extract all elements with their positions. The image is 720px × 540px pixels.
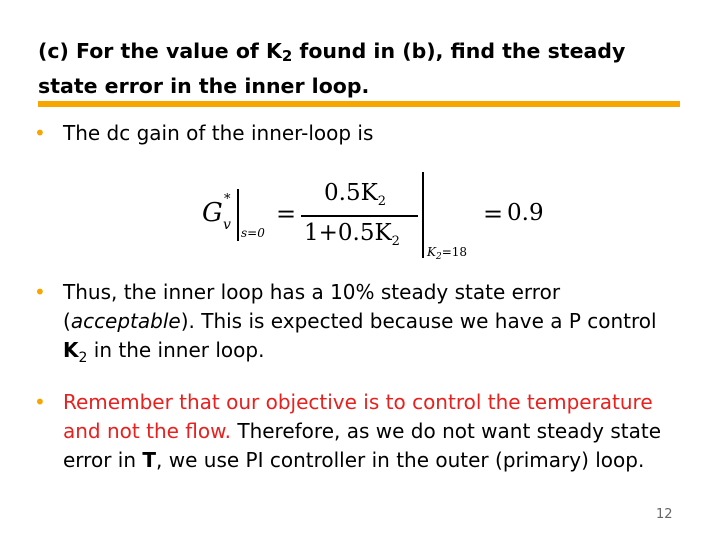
eq-equals-1: = xyxy=(276,200,297,228)
page-number: 12 xyxy=(656,507,673,522)
eq-denominator: $1+0.5K_2$ xyxy=(304,220,400,249)
bold-T: T xyxy=(142,448,157,472)
bullet-text: The dc gain of the inner-loop is xyxy=(63,121,374,145)
eval-bar-left xyxy=(237,189,239,241)
eq-star: * xyxy=(224,192,231,207)
bullet-steady-state: • Thus, the inner loop has a 10% steady state error (acceptable). This is expected because we have a P control $K_2$ in the inner loop. xyxy=(34,280,657,366)
slide-title xyxy=(38,36,688,101)
title-text: (c) For the value of K xyxy=(38,39,282,63)
eq-G: G xyxy=(202,198,223,228)
eq-fraction-bar xyxy=(301,215,418,217)
eval-bar-right xyxy=(422,172,424,258)
eq-v: v xyxy=(223,217,231,233)
eq-numerator: $0.5K_2$ xyxy=(324,180,387,209)
eq-equals-2: = xyxy=(483,200,504,228)
title-text-cont: found in (b), find the steady state error in the inner loop. xyxy=(38,39,626,98)
bullet-dot-icon: • xyxy=(34,121,46,145)
bullet-dot-icon: • xyxy=(34,390,46,414)
dc-gain-equation xyxy=(200,172,560,262)
eq-eval-k: $K_2=18$ xyxy=(427,245,468,262)
bullet-dc-gain xyxy=(34,119,634,148)
eq-eval-s: s=0 xyxy=(241,226,265,240)
title-divider xyxy=(38,101,680,107)
eq-result: 0.9 xyxy=(507,200,544,226)
bullet-objective: • Remember that our objective is to control the temperature and not the flow. Therefore, as we do not want steady state error in T, we use PI controller in the outer (primary) loop. xyxy=(34,390,662,472)
title-subscript: 2 xyxy=(281,47,293,65)
bold-K: K xyxy=(63,338,79,362)
bullet-dot-icon: • xyxy=(34,280,46,304)
emphasis-text: Remember that our objective is to control the temperature and not the flow. xyxy=(63,390,653,443)
italic-acceptable: acceptable xyxy=(70,309,181,333)
